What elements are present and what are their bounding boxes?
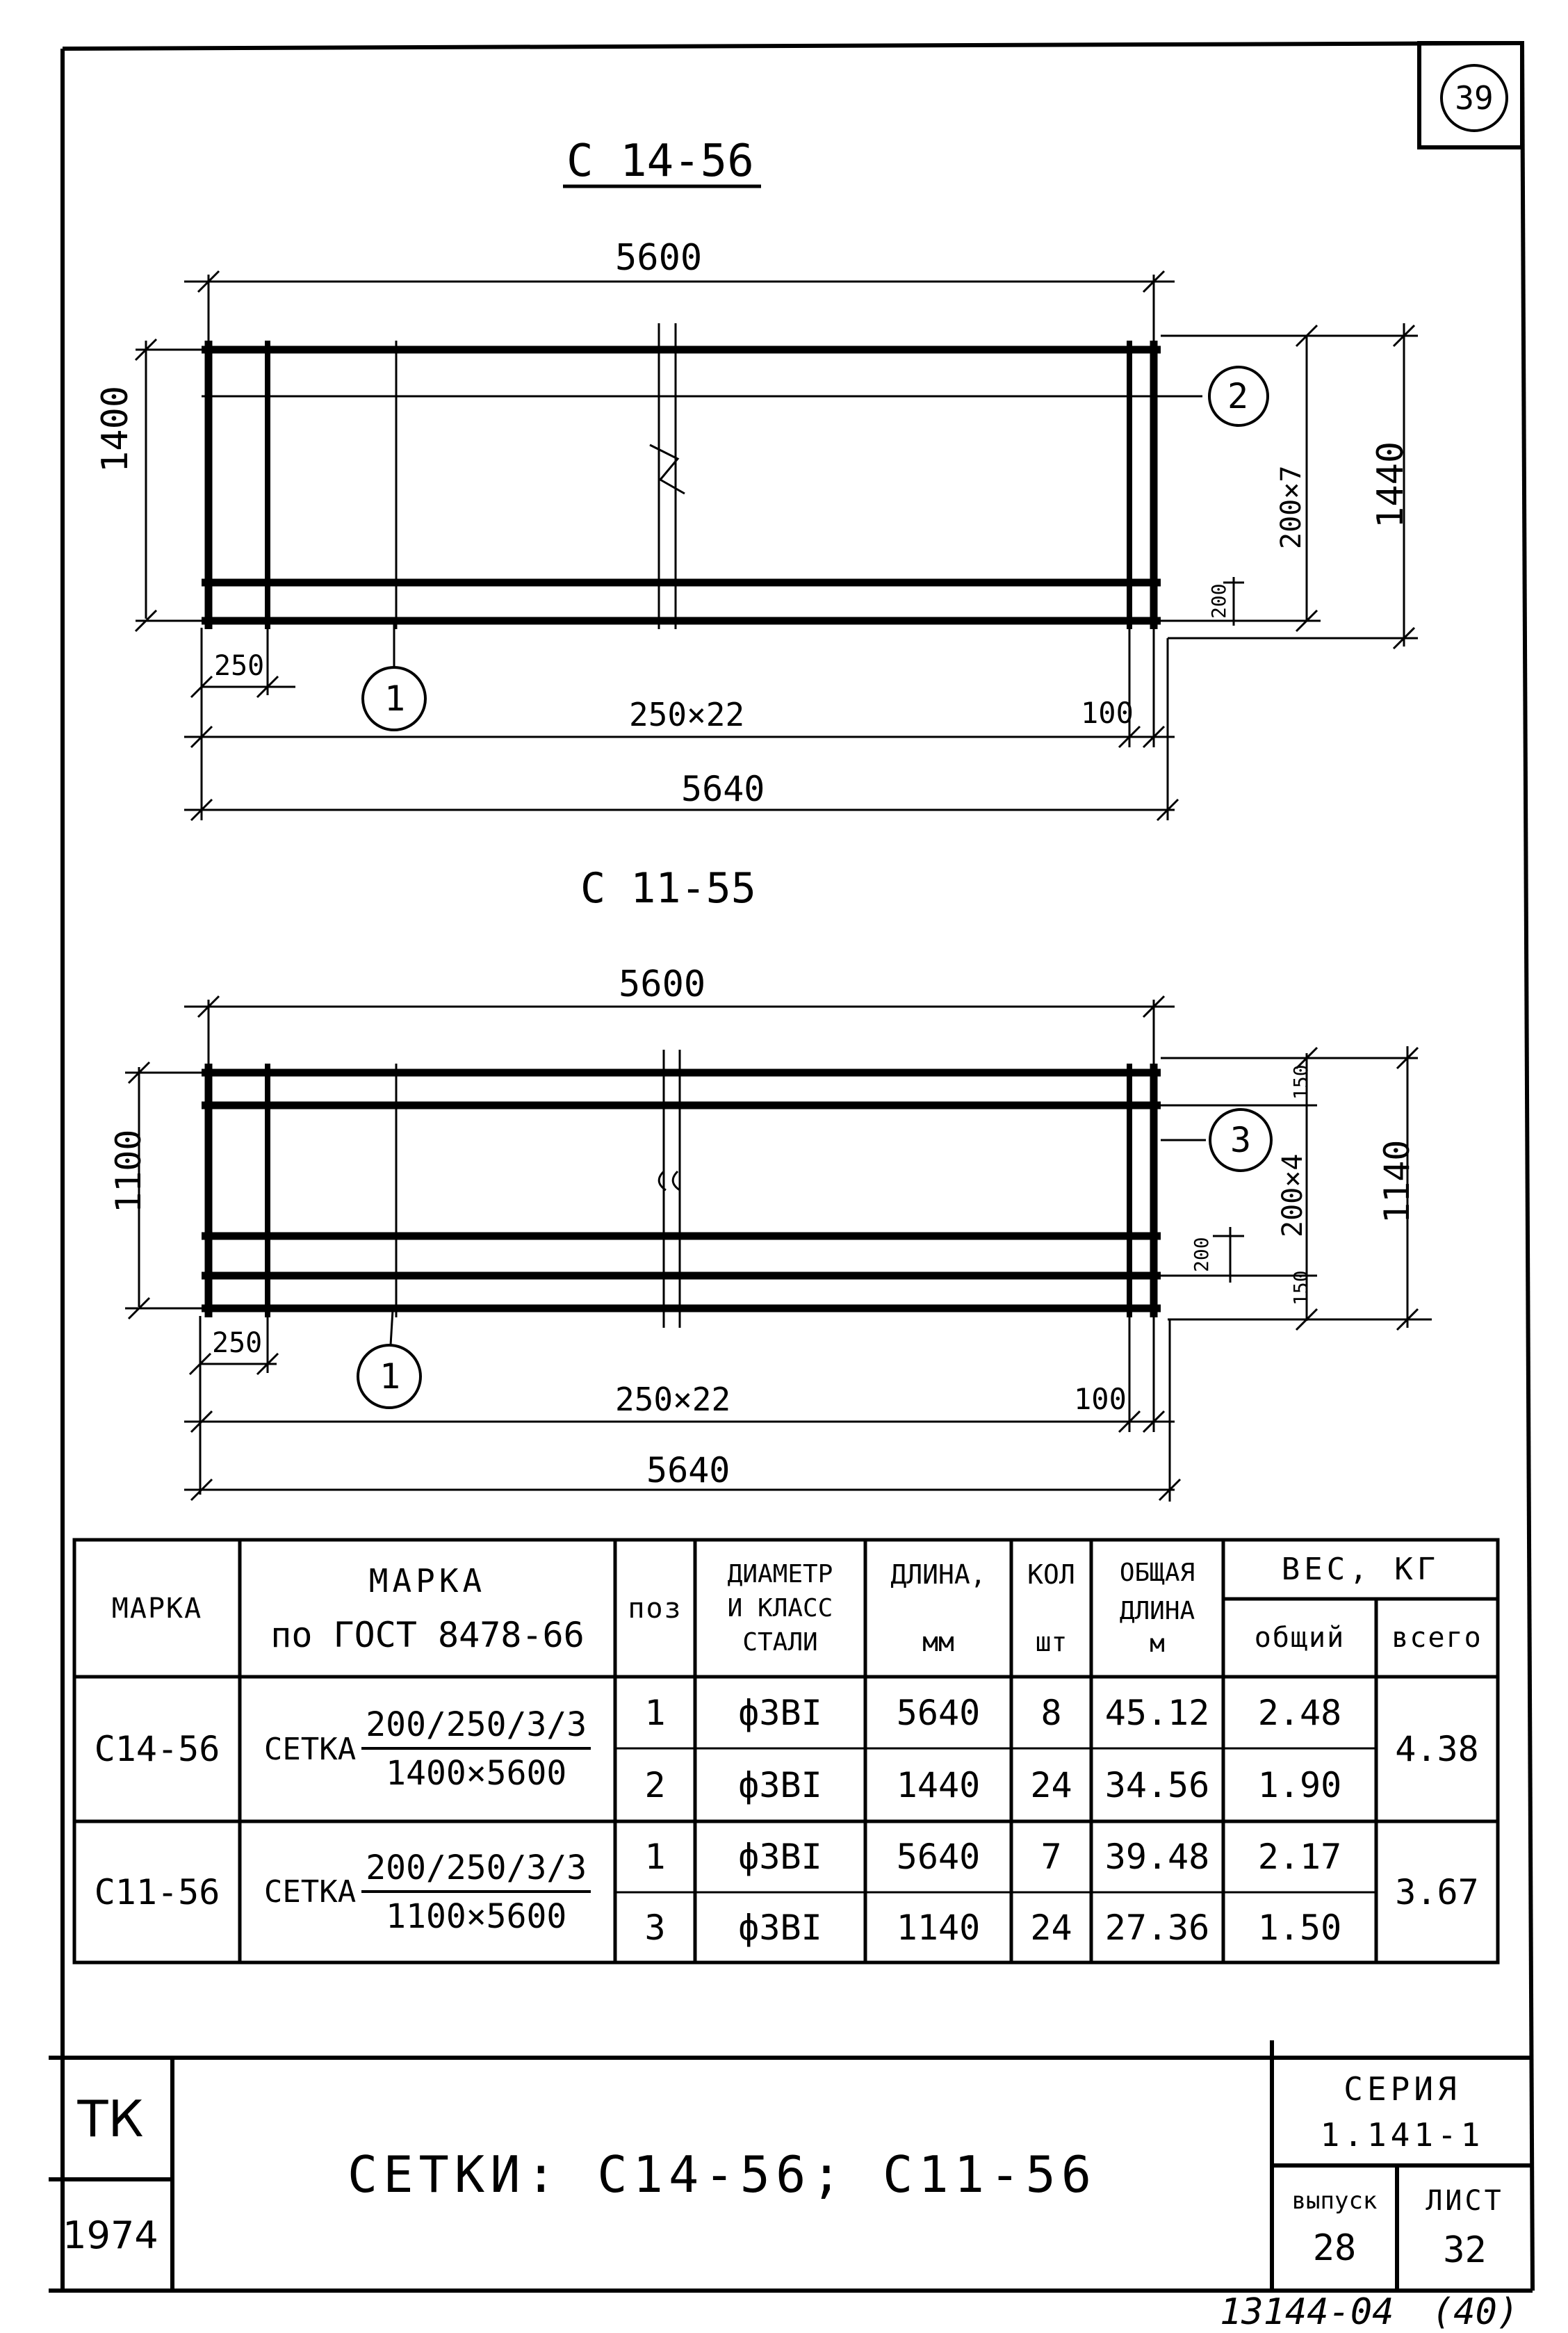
td-ves-1-2: 1.90 xyxy=(1257,1764,1342,1805)
d2-pos-1: 1 xyxy=(379,1356,401,1397)
tb-org: ТК xyxy=(77,2089,144,2148)
th-gost-line1: МАРКА xyxy=(368,1561,487,1600)
td-diam-2-2: ф3ВI xyxy=(738,1907,822,1948)
td-kol-2-1: 7 xyxy=(1040,1837,1062,1877)
th-total-line3: м xyxy=(1150,1629,1165,1658)
d2-dim-end: 100 xyxy=(1074,1382,1127,1416)
d2-dim-total-right: 1140 xyxy=(1377,1139,1417,1224)
d2-dim-left: 1100 xyxy=(108,1129,149,1213)
d1-dim-overall: 5640 xyxy=(681,769,765,809)
th-count xyxy=(1011,1540,1091,1677)
d2-pos-3: 3 xyxy=(1230,1120,1252,1160)
td-len-1-1: 5640 xyxy=(896,1692,981,1733)
th-total-line2: ДЛИНА xyxy=(1119,1597,1195,1625)
th-weight-all: всего xyxy=(1391,1622,1483,1654)
th-length-line2: мм xyxy=(922,1627,954,1657)
d1-dim-total-right: 1440 xyxy=(1370,441,1412,528)
d2-dim-step-right: 200×4 xyxy=(1277,1153,1309,1237)
d1-dim-small-right: 200 xyxy=(1207,583,1230,619)
sheet-mark-circle xyxy=(1440,64,1508,132)
td-poz-2-2: 3 xyxy=(644,1907,666,1948)
tb-vypusk-label: выпуск xyxy=(1291,2187,1378,2215)
d2-dim-small-right: 200 xyxy=(1190,1237,1213,1272)
d1-dim-end: 100 xyxy=(1081,696,1134,730)
td-diam-1-1: ф3ВI xyxy=(738,1692,822,1733)
th-weight: ВЕС, КГ xyxy=(1281,1552,1440,1587)
td-kol-1-1: 8 xyxy=(1040,1692,1062,1733)
th-total-length xyxy=(1091,1540,1223,1677)
td-obsh-2-2: 27.36 xyxy=(1104,1907,1210,1948)
td-obsh-2-1: 39.48 xyxy=(1104,1837,1210,1877)
footer-doc-number: 13144-04 xyxy=(1220,2291,1394,2333)
td-obsh-1-1: 45.12 xyxy=(1104,1692,1210,1733)
tb-seria xyxy=(1272,2058,1533,2165)
td-len-1-2: 1440 xyxy=(896,1764,981,1805)
d1-dim-step-right: 200×7 xyxy=(1275,465,1307,549)
th-diam-line2: И КЛАСС xyxy=(727,1594,833,1623)
td-poz-2-1: 1 xyxy=(644,1837,666,1877)
td-poz-1-1: 1 xyxy=(644,1692,666,1733)
setka-num-1: 200/250/3/3 xyxy=(361,1705,591,1750)
setka-den-1: 1400×5600 xyxy=(386,1754,567,1793)
d2-dim-top-edge: 150 xyxy=(1289,1064,1312,1100)
setka-num-2: 200/250/3/3 xyxy=(361,1848,591,1893)
d2-dim-top: 5600 xyxy=(619,964,706,1005)
sheet-mark: 39 xyxy=(1455,79,1494,117)
th-gost xyxy=(240,1540,615,1677)
th-diam-line1: ДИАМЕТР xyxy=(727,1560,833,1588)
th-count-line2: шт xyxy=(1035,1627,1068,1657)
d2-dim-overall: 5640 xyxy=(646,1450,730,1490)
setka-den-2: 1100×5600 xyxy=(386,1896,567,1936)
tb-list-value: 32 xyxy=(1443,2229,1487,2271)
th-marka: МАРКА xyxy=(111,1592,203,1625)
setka-label-1: СЕТКА xyxy=(263,1731,357,1767)
td-len-2-2: 1140 xyxy=(896,1907,981,1948)
d2-dim-steps-bottom: 250×22 xyxy=(615,1381,731,1418)
th-length xyxy=(865,1540,1011,1677)
d1-dim-left: 1400 xyxy=(95,385,136,473)
td-kol-2-2: 24 xyxy=(1030,1907,1072,1948)
td-marka-2: С11-56 xyxy=(94,1871,220,1912)
th-count-line1: КОЛ xyxy=(1027,1559,1075,1590)
td-setka-1 xyxy=(240,1677,615,1821)
td-kol-1-2: 24 xyxy=(1030,1764,1072,1805)
td-setka-2 xyxy=(240,1821,615,1962)
th-diam xyxy=(695,1540,865,1677)
mesh-drawing-c14-56 xyxy=(136,186,1418,820)
td-ves-2-1: 2.17 xyxy=(1257,1837,1342,1877)
setka-fraction-2 xyxy=(361,1848,591,1936)
setka-label-2: СЕТКА xyxy=(263,1874,357,1910)
th-weight-common: общий xyxy=(1254,1622,1346,1654)
tb-seria-label: СЕРИЯ xyxy=(1344,2070,1461,2108)
td-total-1: 4.38 xyxy=(1395,1729,1479,1769)
drawing1-title: С 14-56 xyxy=(566,136,754,187)
td-diam-1-2: ф3ВI xyxy=(738,1764,822,1805)
td-marka-1: С14-56 xyxy=(94,1729,220,1769)
d1-dim-steps-bottom: 250×22 xyxy=(629,696,745,733)
d1-pos-1: 1 xyxy=(384,678,406,719)
tb-year: 1974 xyxy=(63,2213,158,2257)
td-poz-1-2: 2 xyxy=(644,1764,666,1805)
td-ves-2-2: 1.50 xyxy=(1257,1907,1342,1948)
th-gost-line2: по ГОСТ 8478-66 xyxy=(270,1614,585,1655)
tb-list xyxy=(1397,2165,1533,2291)
footer-page: (40) xyxy=(1432,2291,1519,2333)
drawing2-title: С 11-55 xyxy=(580,864,756,913)
d1-pos-2: 2 xyxy=(1227,376,1249,416)
tb-vypusk xyxy=(1272,2165,1397,2291)
td-obsh-1-2: 34.56 xyxy=(1104,1764,1210,1805)
d2-dim-first-step: 250 xyxy=(212,1327,263,1359)
td-diam-2-1: ф3ВI xyxy=(738,1837,822,1877)
d1-dim-first-step: 250 xyxy=(214,650,265,682)
tb-vypusk-value: 28 xyxy=(1312,2227,1357,2269)
td-ves-1-1: 2.48 xyxy=(1257,1692,1342,1733)
td-len-2-1: 5640 xyxy=(896,1837,981,1877)
th-total-line1: ОБЩАЯ xyxy=(1119,1559,1195,1587)
tb-title: СЕТКИ: С14-56; С11-56 xyxy=(347,2145,1097,2204)
th-length-line1: ДЛИНА, xyxy=(890,1559,986,1590)
tb-seria-value: 1.141-1 xyxy=(1320,2115,1485,2154)
d1-dim-top: 5600 xyxy=(615,237,703,279)
setka-fraction-1 xyxy=(361,1705,591,1793)
th-poz: поз xyxy=(628,1592,683,1625)
mesh-drawing-c11-55 xyxy=(125,996,1432,1502)
tb-list-label: ЛИСТ xyxy=(1426,2185,1504,2217)
td-total-2: 3.67 xyxy=(1395,1871,1479,1912)
th-diam-line3: СТАЛИ xyxy=(742,1628,818,1657)
d2-dim-bottom-edge: 150 xyxy=(1289,1270,1312,1306)
